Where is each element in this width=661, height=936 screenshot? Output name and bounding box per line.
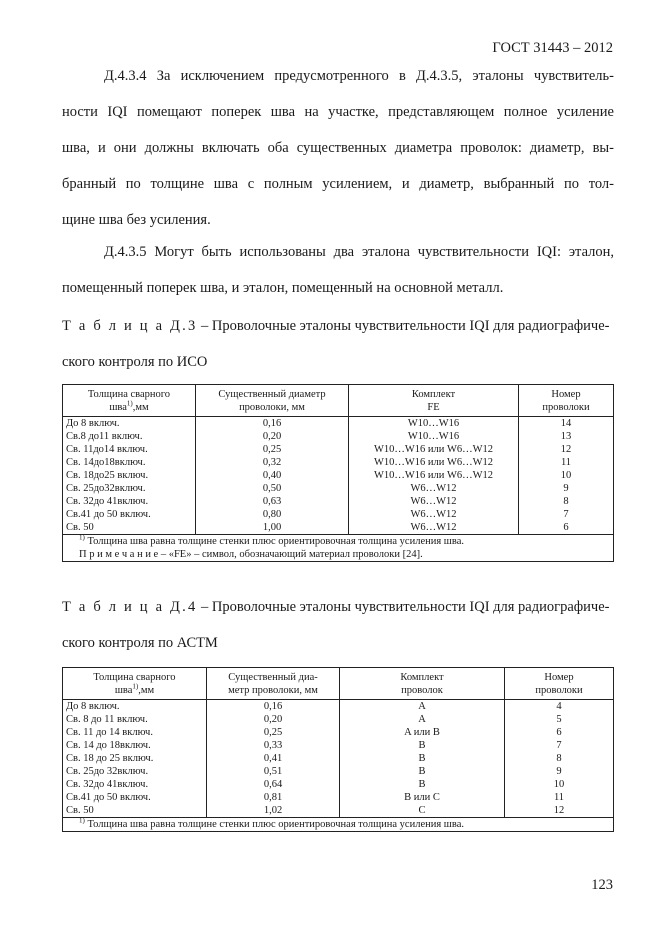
cell-set: A [340, 700, 505, 714]
cell-thickness: Св.41 до 50 включ. [63, 508, 196, 521]
paragraph-line: бранный по толщине шва с полным усилением, и диаметр, выбранный по тол- [62, 176, 614, 192]
table-caption-label: Т а б л и ц а Д.3 [62, 318, 198, 334]
table-caption-text: ского контроля по ИСО [62, 354, 208, 370]
cell-thickness: Св. 8 до 11 включ. [63, 713, 207, 726]
cell-set: A или B [340, 726, 505, 739]
cell-thickness: Св. 18 до 25 включ. [63, 752, 207, 765]
table-row [63, 456, 614, 469]
cell-diameter: 0,20 [207, 713, 340, 726]
cell-diameter: 0,64 [207, 778, 340, 791]
table-row [63, 804, 614, 818]
table-row [63, 469, 614, 482]
cell-thickness: До 8 включ. [63, 700, 207, 714]
table-row [63, 739, 614, 752]
cell-diameter: 0,81 [207, 791, 340, 804]
cell-diameter: 0,20 [196, 430, 349, 443]
table-row [63, 713, 614, 726]
cell-set: W10…W16 или W6…W12 [349, 443, 519, 456]
column-header-thickness: Толщина сварного шва$^{1)}$,мм [63, 668, 207, 700]
table-row [63, 417, 614, 431]
cell-number: 13 [519, 430, 614, 443]
table-caption-text: – Проволочные эталоны чувствительности IQI для радиографиче- [197, 318, 610, 334]
cell-thickness: Св. 11 до 14 включ. [63, 726, 207, 739]
cell-diameter: 1,02 [207, 804, 340, 818]
cell-diameter: 0,25 [207, 726, 340, 739]
table-footnote: $^{1)}$ Толщина шва равна толщине стенки плюс ориентировочная толщина усиления шва. [63, 818, 614, 832]
cell-set: B или C [340, 791, 505, 804]
column-header-number: Номер проволоки [505, 668, 614, 700]
column-header-set: Комплект FE [349, 385, 519, 417]
table-row [63, 482, 614, 495]
cell-thickness: Св. 32до 41включ. [63, 495, 196, 508]
column-header-set: Комплект проволок [340, 668, 505, 700]
cell-number: 4 [505, 700, 614, 714]
paragraph-line: щине шва без усиления. [62, 212, 211, 228]
cell-set: W6…W12 [349, 508, 519, 521]
cell-diameter: 0,51 [207, 765, 340, 778]
cell-number: 11 [505, 791, 614, 804]
paragraph-line: помещенный поперек шва, и эталон, помещенный на основной металл. [62, 280, 504, 296]
paragraph-line: Д.4.3.4 За исключением предусмотренного в Д.4.3.5, эталоны чувствитель- [104, 68, 614, 84]
table-d3-caption [62, 308, 614, 380]
cell-diameter: 0,40 [196, 469, 349, 482]
cell-set: W10…W16 [349, 430, 519, 443]
cell-number: 6 [519, 521, 614, 535]
cell-number: 9 [505, 765, 614, 778]
table-d4-caption [62, 589, 614, 661]
table-row [63, 726, 614, 739]
cell-number: 14 [519, 417, 614, 431]
cell-set: B [340, 739, 505, 752]
cell-diameter: 0,80 [196, 508, 349, 521]
cell-set: B [340, 765, 505, 778]
table-row [63, 495, 614, 508]
cell-diameter: 0,25 [196, 443, 349, 456]
paragraph-line: ности IQI помещают поперек шва на участке, представляющем полное усиление [62, 104, 614, 120]
paragraph-line: шва, и они должны включать оба существенных диаметра проволок: диаметр, вы- [62, 140, 614, 156]
cell-thickness: Св.8 до11 включ. [63, 430, 196, 443]
cell-set: W10…W16 [349, 417, 519, 431]
cell-number: 7 [519, 508, 614, 521]
cell-thickness: Св. 25до32включ. [63, 482, 196, 495]
cell-number: 9 [519, 482, 614, 495]
cell-thickness: Св. 14 до 18включ. [63, 739, 207, 752]
cell-thickness: Св. 18до25 включ. [63, 469, 196, 482]
cell-diameter: 1,00 [196, 521, 349, 535]
table-row [63, 430, 614, 443]
cell-set: B [340, 752, 505, 765]
cell-diameter: 0,41 [207, 752, 340, 765]
cell-thickness: Св.41 до 50 включ. [63, 791, 207, 804]
document-code: ГОСТ 31443 – 2012 [492, 40, 613, 56]
cell-number: 8 [519, 495, 614, 508]
column-header-thickness: Толщина сварного шва$^{1)}$,мм [63, 385, 196, 417]
cell-number: 10 [505, 778, 614, 791]
column-header-diameter: Существенный диа- метр проволоки, мм [207, 668, 340, 700]
cell-thickness: До 8 включ. [63, 417, 196, 431]
cell-set: W6…W12 [349, 482, 519, 495]
cell-number: 10 [519, 469, 614, 482]
cell-set: B [340, 778, 505, 791]
cell-number: 11 [519, 456, 614, 469]
cell-number: 7 [505, 739, 614, 752]
table-caption-label: Т а б л и ц а Д.4 [62, 599, 198, 615]
table-row [63, 700, 614, 714]
cell-diameter: 0,16 [207, 700, 340, 714]
cell-thickness: Св. 14до18включ. [63, 456, 196, 469]
table-row [63, 778, 614, 791]
cell-diameter: 0,16 [196, 417, 349, 431]
cell-set: W10…W16 или W6…W12 [349, 456, 519, 469]
cell-set: W10…W16 или W6…W12 [349, 469, 519, 482]
cell-diameter: 0,50 [196, 482, 349, 495]
table-d4 [62, 667, 614, 832]
cell-diameter: 0,33 [207, 739, 340, 752]
cell-set: W6…W12 [349, 495, 519, 508]
table-caption-text: ского контроля по АСТМ [62, 635, 218, 651]
table-d3 [62, 384, 614, 562]
cell-number: 6 [505, 726, 614, 739]
paragraph-line: Д.4.3.5 Могут быть использованы два эталона чувствительности IQI: эталон, [104, 244, 614, 260]
cell-number: 8 [505, 752, 614, 765]
cell-thickness: Св. 11до14 включ. [63, 443, 196, 456]
table-row [63, 765, 614, 778]
cell-number: 12 [519, 443, 614, 456]
table-row [63, 508, 614, 521]
cell-set: C [340, 804, 505, 818]
table-row [63, 791, 614, 804]
table-row [63, 752, 614, 765]
cell-thickness: Св. 50 [63, 521, 196, 535]
cell-number: 12 [505, 804, 614, 818]
page-number: 123 [591, 877, 613, 893]
table-row [63, 521, 614, 535]
cell-set: A [340, 713, 505, 726]
cell-diameter: 0,63 [196, 495, 349, 508]
column-header-diameter: Существенный диаметр проволоки, мм [196, 385, 349, 417]
paragraph-d434 [62, 58, 614, 238]
table-row [63, 443, 614, 456]
table-caption-text: – Проволочные эталоны чувствительности IQI для радиографиче- [197, 599, 610, 615]
cell-thickness: Св. 32до 41включ. [63, 778, 207, 791]
column-header-number: Номер проволоки [519, 385, 614, 417]
cell-number: 5 [505, 713, 614, 726]
paragraph-d435 [62, 234, 614, 306]
cell-diameter: 0,32 [196, 456, 349, 469]
table-note: П р и м е ч а н и е – «FE» – символ, обозначающий материал проволоки [24]. [79, 549, 423, 560]
cell-thickness: Св. 50 [63, 804, 207, 818]
table-footnote: $^{1)}$ Толщина шва равна толщине стенки плюс ориентировочная толщина усиления шва. П р и м е ч а н и е – «FE» – символ, обозначающий материал проволоки [24]. [63, 535, 614, 562]
cell-thickness: Св. 25до 32включ. [63, 765, 207, 778]
cell-set: W6…W12 [349, 521, 519, 535]
